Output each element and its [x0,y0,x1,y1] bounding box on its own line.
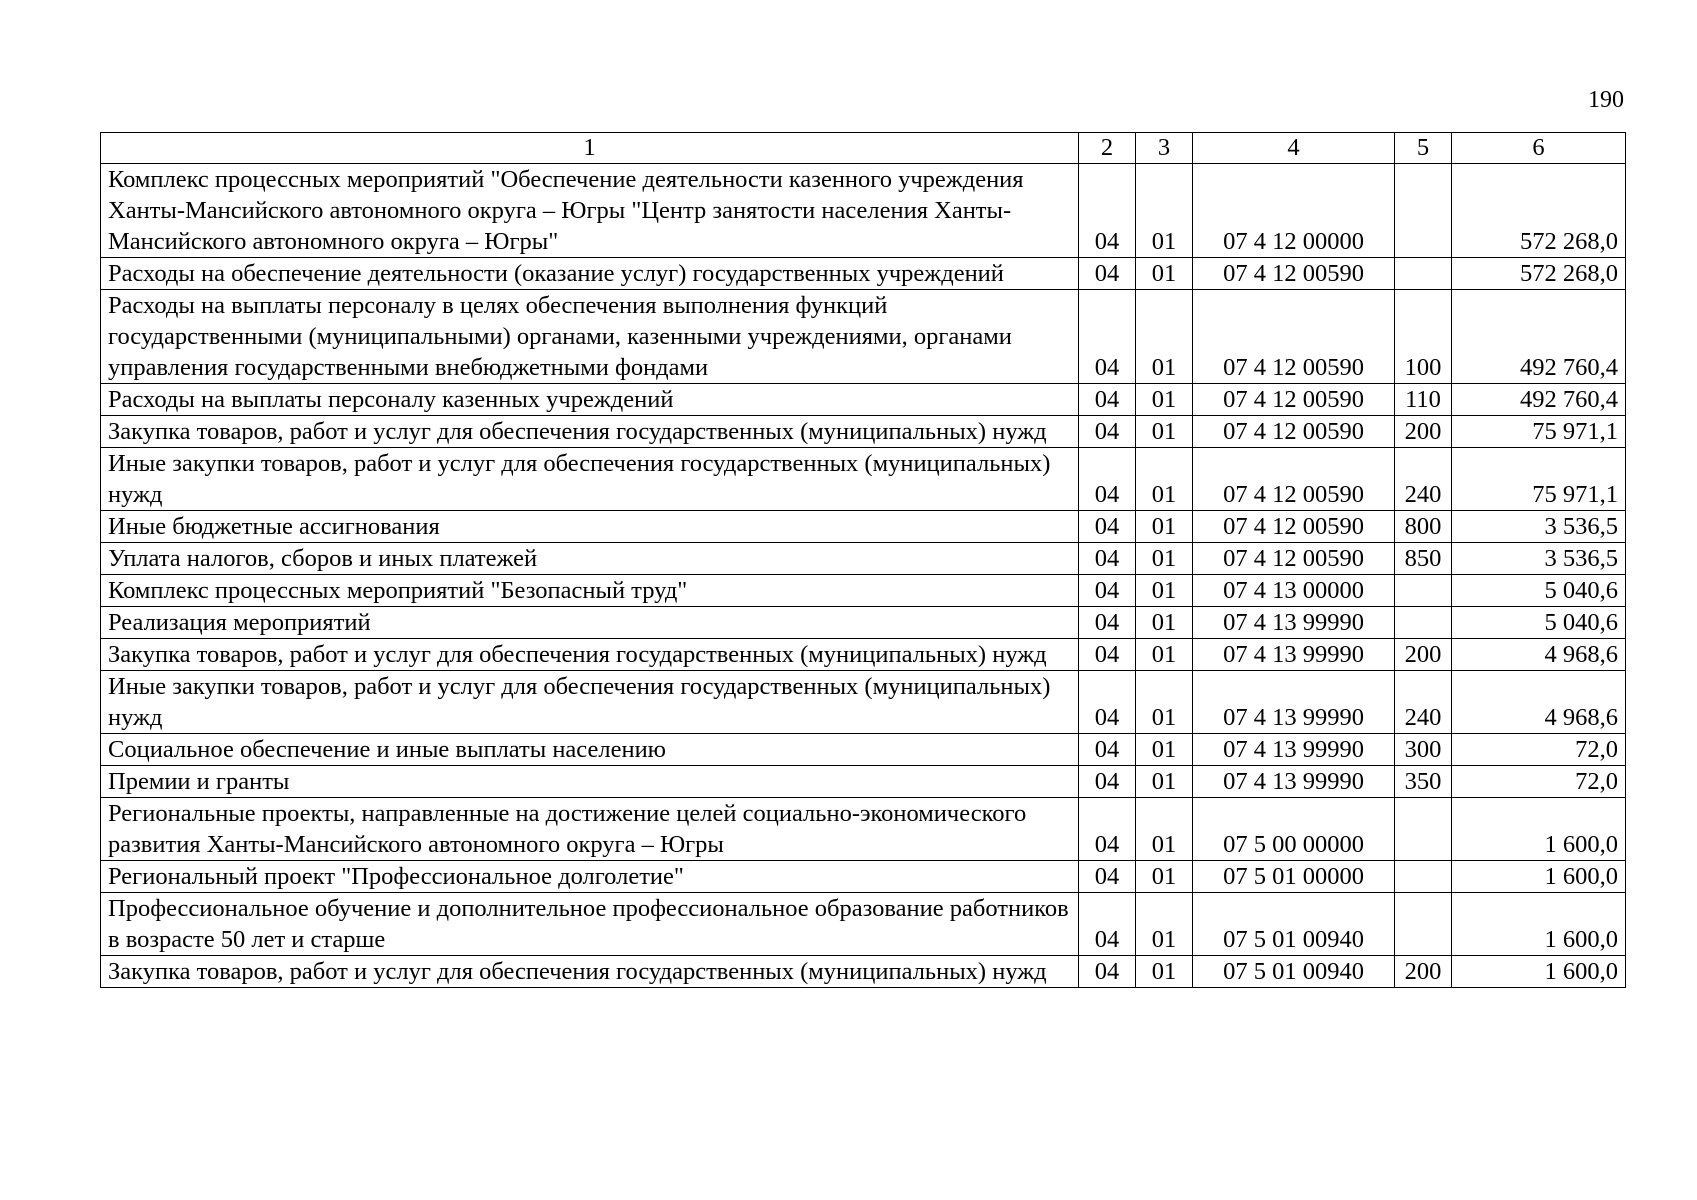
page-number: 190 [1588,87,1624,113]
row-cell-c3: 01 [1136,290,1193,384]
row-cell-c3: 01 [1136,893,1193,956]
header-row [101,133,1626,164]
table-row [101,258,1626,290]
row-description: Премии и гранты [101,766,1079,798]
row-cell-c2: 04 [1079,384,1136,416]
row-cell-c2: 04 [1079,671,1136,734]
row-cell-c3: 01 [1136,384,1193,416]
column-header-4: 4 [1193,133,1395,164]
row-cell-c4: 07 4 13 99990 [1193,607,1395,639]
row-description: Закупка товаров, работ и услуг для обеспечения государственных (муниципальных) нужд [101,639,1079,671]
row-cell-c5: 240 [1395,448,1452,511]
row-cell-c3: 01 [1136,766,1193,798]
row-cell-c6: 492 760,4 [1452,290,1626,384]
row-description: Комплекс процессных мероприятий "Обеспечение деятельности казенного учреждения Ханты-Мансийского автономного округа – Югры "Центр занятости населения Ханты-Мансийского автономного округа – Югры" [101,164,1079,258]
row-cell-c2: 04 [1079,448,1136,511]
table-row [101,290,1626,384]
row-cell-c3: 01 [1136,861,1193,893]
row-cell-c4: 07 4 12 00590 [1193,416,1395,448]
row-cell-c5: 350 [1395,766,1452,798]
table-body [101,164,1626,988]
column-header-6: 6 [1452,133,1626,164]
budget-table [100,132,1626,988]
row-cell-c4: 07 4 12 00590 [1193,290,1395,384]
row-cell-c5: 200 [1395,956,1452,988]
row-cell-c4: 07 4 12 00590 [1193,384,1395,416]
row-cell-c3: 01 [1136,511,1193,543]
row-cell-c6: 492 760,4 [1452,384,1626,416]
column-header-3: 3 [1136,133,1193,164]
row-cell-c3: 01 [1136,258,1193,290]
table-row [101,543,1626,575]
row-description: Иные закупки товаров, работ и услуг для обеспечения государственных (муниципальных) нужд [101,448,1079,511]
table-header [101,133,1626,164]
row-cell-c5 [1395,575,1452,607]
row-description: Закупка товаров, работ и услуг для обеспечения государственных (муниципальных) нужд [101,416,1079,448]
row-cell-c2: 04 [1079,956,1136,988]
table-row [101,956,1626,988]
row-cell-c4: 07 4 12 00000 [1193,164,1395,258]
row-description: Иные закупки товаров, работ и услуг для обеспечения государственных (муниципальных) нужд [101,671,1079,734]
table-row [101,164,1626,258]
row-cell-c2: 04 [1079,893,1136,956]
row-cell-c5: 200 [1395,416,1452,448]
row-cell-c4: 07 4 13 00000 [1193,575,1395,607]
row-cell-c3: 01 [1136,671,1193,734]
row-cell-c5: 240 [1395,671,1452,734]
row-cell-c4: 07 5 00 00000 [1193,798,1395,861]
row-description: Профессиональное обучение и дополнительное профессиональное образование работников в возрасте 50 лет и старше [101,893,1079,956]
row-cell-c3: 01 [1136,448,1193,511]
row-cell-c3: 01 [1136,416,1193,448]
row-cell-c2: 04 [1079,861,1136,893]
row-cell-c5: 200 [1395,639,1452,671]
row-cell-c3: 01 [1136,164,1193,258]
row-cell-c2: 04 [1079,734,1136,766]
row-cell-c6: 75 971,1 [1452,416,1626,448]
row-cell-c2: 04 [1079,511,1136,543]
row-cell-c6: 5 040,6 [1452,607,1626,639]
row-description: Расходы на выплаты персоналу в целях обеспечения выполнения функций государственными (муниципальными) органами, казенными учреждениями, органами управления государственными внебюджетными фондами [101,290,1079,384]
row-cell-c2: 04 [1079,798,1136,861]
row-cell-c4: 07 4 13 99990 [1193,766,1395,798]
table-row [101,448,1626,511]
row-cell-c5: 110 [1395,384,1452,416]
table-row [101,639,1626,671]
row-description: Региональный проект "Профессиональное долголетие" [101,861,1079,893]
row-cell-c3: 01 [1136,956,1193,988]
table-row [101,384,1626,416]
row-cell-c3: 01 [1136,734,1193,766]
table-row [101,734,1626,766]
row-cell-c6: 572 268,0 [1452,258,1626,290]
row-description: Комплекс процессных мероприятий "Безопасный труд" [101,575,1079,607]
row-cell-c2: 04 [1079,164,1136,258]
row-description: Социальное обеспечение и иные выплаты населению [101,734,1079,766]
row-description: Расходы на обеспечение деятельности (оказание услуг) государственных учреждений [101,258,1079,290]
table-row [101,861,1626,893]
row-cell-c3: 01 [1136,798,1193,861]
row-cell-c6: 4 968,6 [1452,671,1626,734]
row-cell-c4: 07 4 12 00590 [1193,511,1395,543]
row-cell-c4: 07 4 12 00590 [1193,448,1395,511]
row-cell-c2: 04 [1079,543,1136,575]
row-cell-c5 [1395,258,1452,290]
row-cell-c2: 04 [1079,639,1136,671]
row-cell-c4: 07 4 13 99990 [1193,734,1395,766]
row-cell-c4: 07 5 01 00940 [1193,956,1395,988]
column-header-1: 1 [101,133,1079,164]
row-cell-c5 [1395,893,1452,956]
row-cell-c5: 100 [1395,290,1452,384]
row-cell-c2: 04 [1079,766,1136,798]
row-cell-c6: 572 268,0 [1452,164,1626,258]
row-cell-c2: 04 [1079,607,1136,639]
table-row [101,511,1626,543]
row-description: Уплата налогов, сборов и иных платежей [101,543,1079,575]
row-cell-c2: 04 [1079,575,1136,607]
row-cell-c5: 800 [1395,511,1452,543]
row-cell-c2: 04 [1079,258,1136,290]
row-description: Расходы на выплаты персоналу казенных учреждений [101,384,1079,416]
row-cell-c6: 4 968,6 [1452,639,1626,671]
row-cell-c6: 72,0 [1452,766,1626,798]
row-cell-c3: 01 [1136,639,1193,671]
row-cell-c4: 07 4 12 00590 [1193,258,1395,290]
row-cell-c6: 3 536,5 [1452,543,1626,575]
row-cell-c5 [1395,607,1452,639]
column-header-2: 2 [1079,133,1136,164]
row-cell-c3: 01 [1136,607,1193,639]
table-row [101,607,1626,639]
row-cell-c2: 04 [1079,416,1136,448]
row-cell-c6: 75 971,1 [1452,448,1626,511]
row-cell-c4: 07 5 01 00000 [1193,861,1395,893]
table-row [101,798,1626,861]
table-row [101,766,1626,798]
row-cell-c3: 01 [1136,575,1193,607]
row-cell-c6: 3 536,5 [1452,511,1626,543]
table-row [101,893,1626,956]
row-description: Закупка товаров, работ и услуг для обеспечения государственных (муниципальных) нужд [101,956,1079,988]
table-row [101,416,1626,448]
row-cell-c4: 07 4 13 99990 [1193,671,1395,734]
row-cell-c4: 07 4 13 99990 [1193,639,1395,671]
row-cell-c5 [1395,861,1452,893]
row-cell-c6: 5 040,6 [1452,575,1626,607]
table-row [101,671,1626,734]
row-cell-c6: 1 600,0 [1452,893,1626,956]
row-cell-c2: 04 [1079,290,1136,384]
row-cell-c6: 1 600,0 [1452,956,1626,988]
row-cell-c4: 07 4 12 00590 [1193,543,1395,575]
table-row [101,575,1626,607]
row-cell-c3: 01 [1136,543,1193,575]
row-cell-c5: 850 [1395,543,1452,575]
row-description: Региональные проекты, направленные на достижение целей социально-экономического развития Ханты-Мансийского автономного округа – Югры [101,798,1079,861]
row-description: Иные бюджетные ассигнования [101,511,1079,543]
row-description: Реализация мероприятий [101,607,1079,639]
row-cell-c6: 1 600,0 [1452,861,1626,893]
row-cell-c5 [1395,798,1452,861]
column-header-5: 5 [1395,133,1452,164]
row-cell-c5 [1395,164,1452,258]
row-cell-c6: 72,0 [1452,734,1626,766]
row-cell-c4: 07 5 01 00940 [1193,893,1395,956]
row-cell-c5: 300 [1395,734,1452,766]
row-cell-c6: 1 600,0 [1452,798,1626,861]
